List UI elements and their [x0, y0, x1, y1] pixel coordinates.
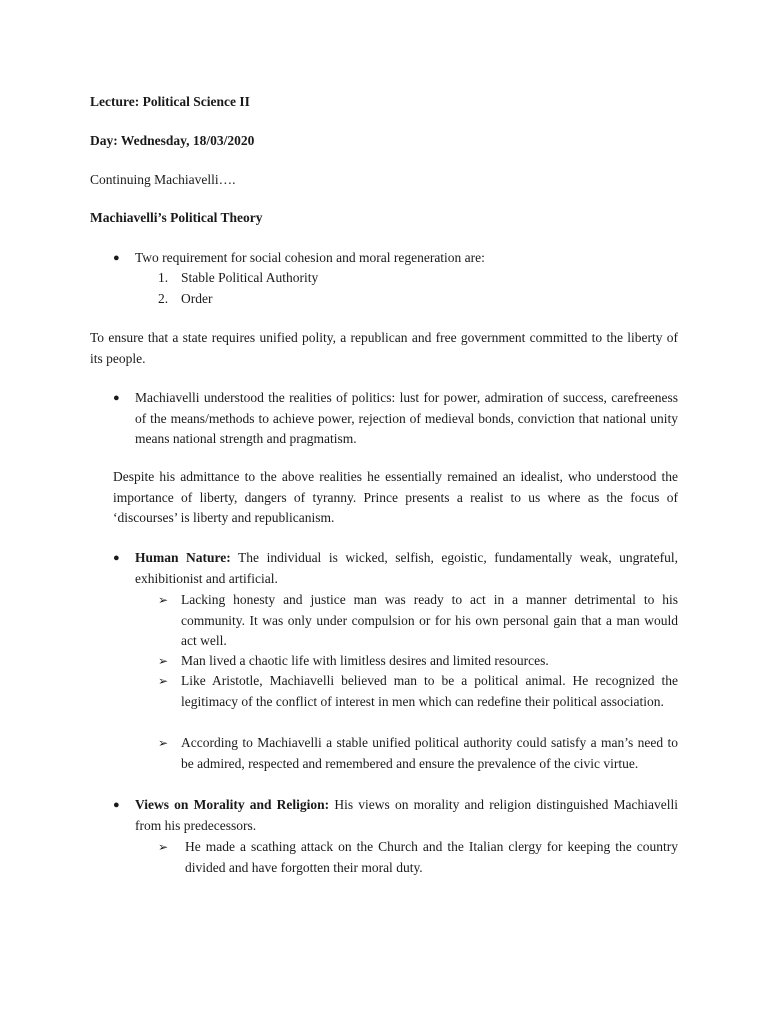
arrow-icon: ➢ [158, 840, 169, 854]
lecture-day: Day: Wednesday, 18/03/2020 [90, 133, 255, 148]
arrow-icon: ➢ [158, 736, 169, 750]
list-number: 2. [158, 291, 169, 306]
lecture-title: Lecture: Political Science II [90, 94, 250, 109]
paragraph-idealist: Despite his admittance to the above realities he essentially remained an idealist, who understood the importance of liberty, dangers of tyranny. Prince presents a realist to us where as the focus of ‘discourses’ is liberty and republicanism. [113, 469, 678, 525]
bullet-label: Human Nature: [135, 550, 231, 565]
sub-bullet: Man lived a chaotic life with limitless desires and limited resources. [181, 653, 549, 668]
section-title: Machiavelli’s Political Theory [90, 210, 263, 225]
arrow-icon: ➢ [158, 674, 169, 688]
sub-bullet: According to Machiavelli a stable unified political authority could satisfy a man’s need to be admired, respected and remembered and ensure the prevalence of the civic virtue. [181, 735, 678, 771]
bullet-icon: ● [113, 392, 120, 404]
bullet-icon: ● [113, 552, 120, 564]
bullet-icon: ● [113, 252, 120, 264]
bullet-icon: ● [113, 799, 120, 811]
arrow-icon: ➢ [158, 654, 169, 668]
intro-line: Continuing Machiavelli…. [90, 172, 236, 187]
paragraph-unified-polity: To ensure that a state requires unified polity, a republican and free government committed to the liberty of its people. [90, 330, 678, 366]
bullet-body: The individual is wicked, selfish, egoistic, fundamentally weak, ungrateful, exhibitionist and artificial. [135, 550, 678, 586]
bullet-label: Views on Morality and Religion: [135, 797, 330, 812]
bullet-human-nature [135, 548, 678, 589]
sub-bullet: Like Aristotle, Machiavelli believed man to be a political animal. He recognized the legitimacy of the conflict of interest in men which can redefine their political association. [181, 673, 678, 709]
bullet-realities: Machiavelli understood the realities of politics: lust for power, admiration of success, carefreeness of the means/methods to achieve power, rejection of medieval bonds, conviction that national unity means national strength and pragmatism. [135, 390, 678, 446]
sub-bullet: Lacking honesty and justice man was ready to act in a manner detrimental to his community. It was only under compulsion or for his own personal gain that a man would act well. [181, 592, 678, 648]
arrow-icon: ➢ [158, 593, 169, 607]
bullet-morality-religion [135, 795, 678, 836]
list-item: Stable Political Authority [181, 270, 319, 285]
bullet-requirements: Two requirement for social cohesion and moral regeneration are: [135, 250, 485, 265]
bullet-body: His views on morality and religion distinguished Machiavelli from his predecessors. [135, 797, 679, 833]
sub-bullet: He made a scathing attack on the Church and the Italian clergy for keeping the country divided and have forgotten their moral duty. [185, 839, 678, 875]
list-item: Order [181, 291, 213, 306]
list-number: 1. [158, 270, 169, 285]
